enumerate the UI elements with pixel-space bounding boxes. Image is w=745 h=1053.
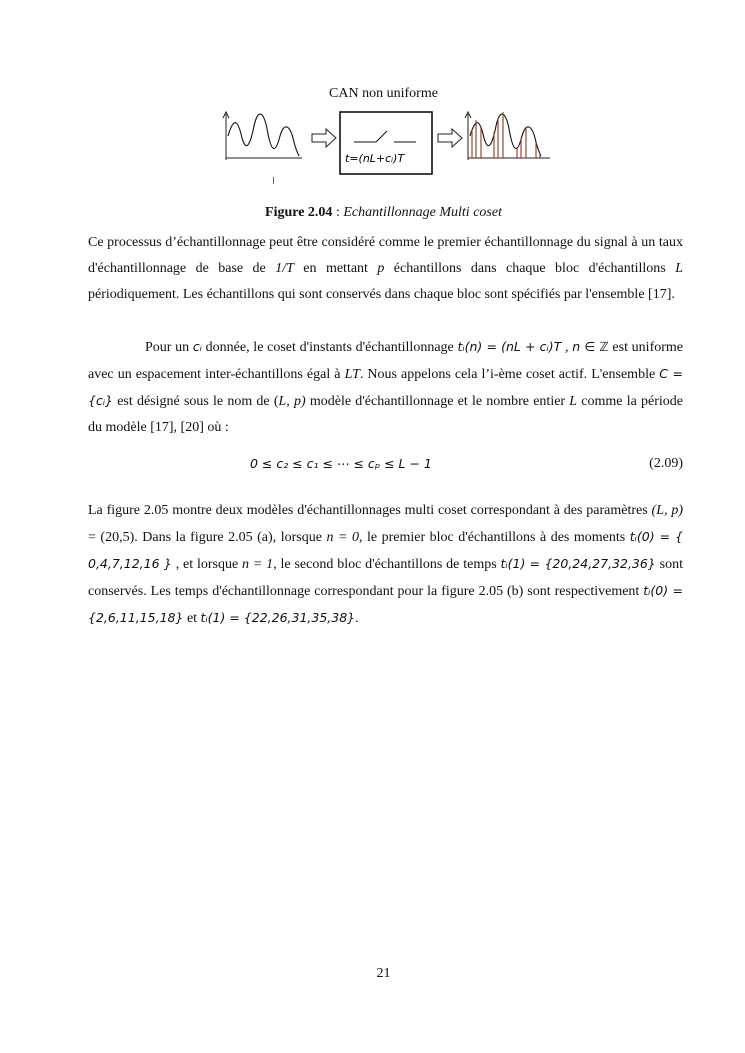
input-arrow bbox=[312, 129, 336, 147]
ci-symbol: cᵢ bbox=[192, 339, 202, 354]
set-c: C = {cᵢ} bbox=[88, 366, 683, 408]
figure-title: CAN non uniforme bbox=[329, 86, 438, 101]
equation-expression: 0 ≤ c₂ ≤ c₁ ≤ ⋯ ≤ cₚ ≤ L − 1 bbox=[250, 456, 432, 471]
paragraph-1: Ce processus d’échantillonnage peut être considéré comme le premier échantillonnage du signal à un taux d'échantillonnage de base de 1/T en mettant p échantillons dans chaque bloc d'échantillons L périodiquement. Les échantillons qui sont conservés dans chaque bloc sont spécifiés par l'ensemble [17]. bbox=[88, 235, 683, 302]
equation-2-09 bbox=[88, 456, 683, 480]
times-block-1-b: tᵢ(1) = {22,26,31,35,38} bbox=[200, 610, 356, 625]
caption-text: Echantillonnage Multi coset bbox=[343, 205, 502, 220]
n-in-z: n ∈ ℤ bbox=[572, 339, 609, 354]
output-arrow bbox=[438, 129, 462, 147]
times-block-0: tᵢ(0) = { 0,4,7,12,16 } bbox=[88, 529, 684, 571]
times-block-1: tᵢ(1) = {20,24,27,32,36} bbox=[500, 556, 656, 571]
times-block-0-b: tᵢ(0) = {2,6,11,15,18} bbox=[88, 583, 683, 625]
paragraph-3: La figure 2.05 montre deux modèles d'échantillonnages multi coset correspondant à des paramètres (L, p) = (20,5). Dans la figure 2.05 (a), lorsque n = 0, le premier bloc d'échantillons à des moments tᵢ(0) = { 0,4,7,12,16 } , et lorsque n = 1, le second bloc d'échantillons de temps tᵢ(1) = {20,24,27,32,36} sont conservés. Les temps d'échantillonnage correspondant pour la figure 2.05 (b) sont respectivement tᵢ(0) = {2,6,11,15,18} et tᵢ(1) = {22,26,31,35,38}. bbox=[88, 503, 684, 626]
block-label: t=(nL+cᵢ)T bbox=[345, 152, 405, 165]
caption-label: Figure 2.04 bbox=[265, 205, 333, 220]
page-number: 21 bbox=[376, 966, 391, 981]
input-signal-plot bbox=[223, 112, 302, 160]
caption-separator: : bbox=[332, 205, 344, 220]
equation-number: (2.09) bbox=[649, 456, 683, 471]
sampled-signal-plot bbox=[465, 112, 550, 160]
figure-caption bbox=[0, 205, 745, 221]
input-signal-curve bbox=[228, 114, 299, 156]
cursor-glyph: I bbox=[272, 176, 275, 187]
coset-formula: tᵢ(n) = (nL + cᵢ)T bbox=[457, 339, 562, 354]
sampling-figure bbox=[218, 106, 558, 188]
paragraph-2: Pour un cᵢ donnée, le coset d'instants d'échantillonnage tᵢ(n) = (nL + cᵢ)T , n ∈ ℤ est uniforme avec un espacement inter-échantillons égal à LT. Nous appelons cela l’i-ème coset actif. L'ensemble C = {cᵢ} est désigné sous le nom de (L, p) modèle d'échantillonnage et le nombre entier L comme la période du modèle [17], [20] où : bbox=[88, 339, 683, 435]
